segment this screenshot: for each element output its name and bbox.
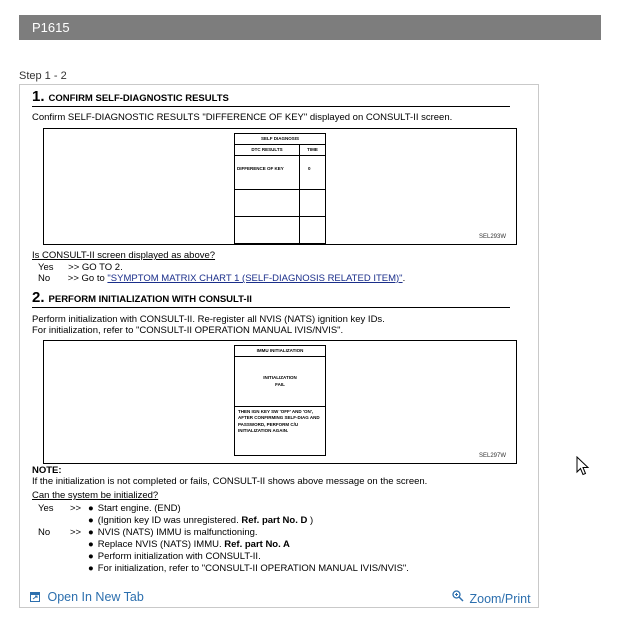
section-1-title: CONFIRM SELF-DIAGNOSTIC RESULTS: [48, 93, 229, 104]
open-in-new-tab-link[interactable]: [30, 590, 144, 604]
zoom-print-link[interactable]: [452, 590, 531, 606]
sd-row-line: [235, 189, 325, 190]
section-2-no-label: No: [38, 527, 51, 538]
ref-part-d: Ref. part No. D: [241, 515, 308, 526]
no-bullet-2: [88, 539, 290, 550]
magnifier-icon: [452, 590, 464, 602]
yes-arrow: >>: [70, 503, 82, 514]
immu-initialization-figure: [43, 340, 517, 464]
no-action-suffix: .: [402, 273, 406, 284]
bullet-icon: ●: [88, 539, 94, 550]
no-arrow: >>: [70, 527, 82, 538]
yes-bullet-2-text: (Ignition key ID was unregistered.: [97, 515, 242, 526]
section-2-line-1: Perform initialization with CONSULT-II. Re-register all NVIS (NATS) ignition key IDs.: [32, 314, 385, 325]
figure-code: SEL293W: [478, 234, 506, 240]
immu-separator: [235, 406, 325, 407]
no-action-prefix: >> Go to: [67, 273, 108, 284]
yes-bullet-2-close: ): [307, 515, 314, 526]
immu-screen: [234, 345, 326, 456]
section-1-instruction: Confirm SELF-DIAGNOSTIC RESULTS "DIFFERENCE OF KEY" displayed on CONSULT-II screen.: [32, 112, 453, 123]
yes-label: Yes: [38, 262, 54, 273]
bullet-icon: ●: [88, 551, 94, 562]
section-1-rule: [32, 106, 510, 107]
sd-divider: [299, 145, 300, 244]
step-label: Step 1 - 2: [19, 70, 67, 82]
sd-col-dtc: DTC RESULTS: [235, 145, 299, 156]
immu-msg-1: INITIALIZATION: [263, 375, 297, 380]
section-2-yes-label: Yes: [38, 503, 54, 514]
section-2-rule: [32, 307, 510, 308]
header-title: P1615: [32, 20, 70, 35]
zoom-print-label: Zoom/Print: [469, 592, 531, 606]
sd-result-cell: DIFFERENCE OF KEY: [237, 166, 284, 171]
section-1-no-row: [38, 273, 405, 284]
no-bullet-3-text: Perform initialization with CONSULT-II.: [97, 551, 261, 562]
immu-note: THEN IGN KEY SW 'OFF' AND 'ON', AFTER CONFIRMING SELF-DIAG AND PASSWORD, PERFORM C/U INITIALIZATION AGAIN.: [238, 409, 320, 433]
immu-message: [235, 374, 325, 388]
sd-table-title: SELF DIAGNOSIS: [235, 134, 325, 145]
no-bullet-1: [88, 527, 258, 538]
diagnostic-document: [19, 84, 539, 608]
bullet-icon: ●: [88, 515, 94, 526]
section-1-yes-row: [38, 262, 123, 273]
yes-bullet-2: [88, 515, 313, 526]
section-2-title: PERFORM INITIALIZATION WITH CONSULT-II: [48, 294, 252, 305]
symptom-matrix-link[interactable]: "SYMPTOM MATRIX CHART 1 (SELF-DIAGNOSIS RELATED ITEM)": [107, 273, 403, 284]
mouse-pointer-icon: [576, 456, 590, 476]
note-text: If the initialization is not completed or fails, CONSULT-II shows above message on the screen.: [32, 476, 428, 487]
section-1-number: 1.: [32, 88, 45, 105]
section-1-question: Is CONSULT-II screen displayed as above?: [32, 250, 216, 261]
figure-code: SEL297W: [478, 453, 506, 459]
bullet-icon: ●: [88, 503, 94, 514]
section-2-question: Can the system be initialized?: [32, 490, 159, 501]
section-2-number: 2.: [32, 289, 45, 306]
sd-time-cell: 0: [308, 166, 311, 171]
section-2-heading: [32, 289, 252, 306]
note-label: NOTE:: [32, 465, 62, 476]
yes-bullet-1: [88, 503, 181, 514]
no-bullet-4: [88, 563, 409, 574]
sd-col-time: TIME: [300, 145, 325, 156]
yes-action: >> GO TO 2.: [68, 262, 123, 273]
immu-msg-2: FAIL: [275, 382, 285, 387]
bullet-icon: ●: [88, 527, 94, 538]
ref-part-a: Ref. part No. A: [224, 539, 290, 550]
immu-title: IMMU INITIALIZATION: [235, 346, 325, 357]
self-diagnosis-table: [234, 133, 326, 244]
no-bullet-3: [88, 551, 261, 562]
no-bullet-1-text: NVIS (NATS) IMMU is malfunctioning.: [97, 527, 258, 538]
section-1-heading: [32, 88, 229, 105]
external-tab-icon: [30, 592, 40, 602]
bullet-icon: ●: [88, 563, 94, 574]
yes-bullet-1-text: Start engine. (END): [97, 503, 181, 514]
no-bullet-4-text: For initialization, refer to "CONSULT-II OPERATION MANUAL IVIS/NVIS".: [97, 563, 409, 574]
no-bullet-2-text: Replace NVIS (NATS) IMMU.: [97, 539, 225, 550]
sd-row-line: [235, 216, 325, 217]
self-diagnosis-figure: [43, 128, 517, 245]
page-header-bar: [19, 15, 601, 40]
open-in-new-tab-label: Open In New Tab: [47, 590, 144, 604]
section-2-line-2: For initialization, refer to "CONSULT-II OPERATION MANUAL IVIS/NVIS".: [32, 325, 344, 336]
no-label: No: [38, 273, 51, 284]
